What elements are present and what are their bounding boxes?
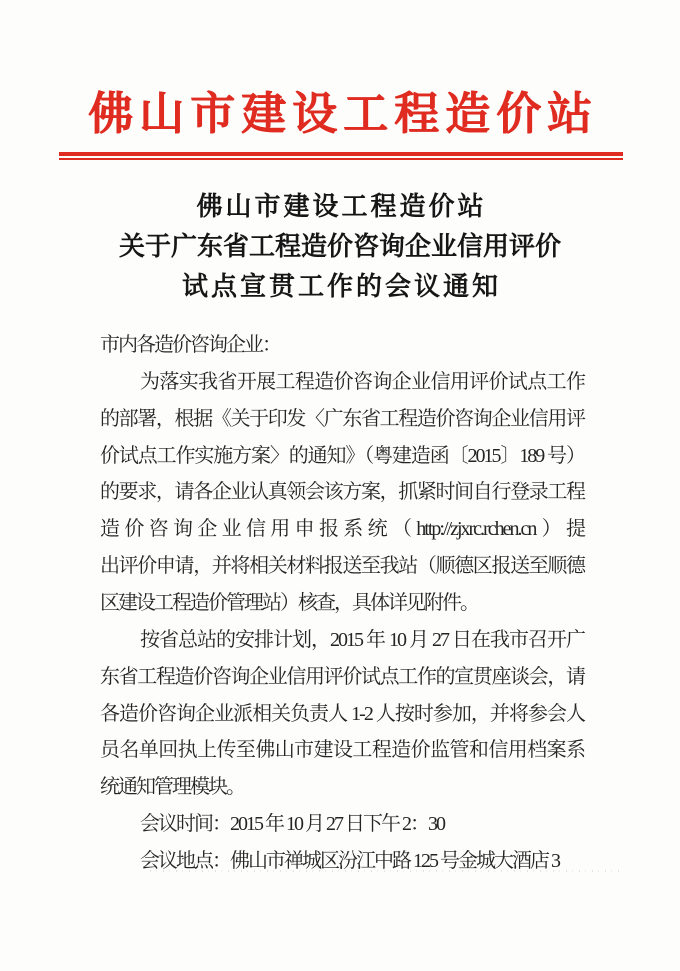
letterhead-rule-thick [59, 152, 623, 156]
body-line: 统通知管理模块。 [100, 776, 244, 799]
body-line: 东省工程造价咨询企业信用评价试点工作的宣贯座谈会，请 [100, 665, 584, 688]
doc-title-line-2: 关于广东省工程造价咨询企业信用评价 [118, 232, 561, 261]
letterhead-rule-thin [59, 158, 623, 160]
body-line: 员名单回执上传至佛山市建设工程造价监管和信用档案系 [100, 739, 584, 762]
doc-title-line-3: 试点宣贯工作的会议通知 [181, 272, 501, 301]
meeting-time-line: 会议时间：2015 年 10 月 27 日下午 2：30 [140, 813, 444, 836]
body-line: 按省总站的安排计划，2015 年 10 月 27 日在我市召开广 [140, 628, 584, 651]
body-line: 为落实我省开展工程造价咨询企业信用评价试点工作 [140, 370, 584, 393]
body-line: 造价咨询企业信用申报系统（http://zjxrc.rchen.cn）提 [100, 518, 584, 541]
body-line: 出评价申请，并将相关材料报送至我站（顺德区报送至顺德 [100, 555, 584, 578]
body-line: 区建设工程造价管理站）核查，具体详见附件。 [100, 592, 478, 615]
body-text [100, 327, 584, 880]
doc-title [0, 187, 680, 307]
meeting-location-line: 会议地点：佛山市禅城区汾江中路 125 号金城大酒店 3 [140, 850, 559, 873]
body-line: 各造价咨询企业派相关负责人 1-2 人按时参加，并将参会人 [100, 702, 584, 725]
salutation-line: 市内各造价咨询企业： [100, 334, 280, 356]
body-line: 的要求，请各企业认真领会该方案，抓紧时间自行登录工程 [100, 481, 584, 504]
doc-title-line-1: 佛山市建设工程造价站 [196, 192, 487, 221]
letterhead-title: 佛山市建设工程造价站 [87, 89, 598, 139]
body-line: 的部署，根据《关于印发〈广东省工程造价咨询企业信用评 [100, 407, 584, 430]
body-line: 价试点工作实施方案〉的通知》（粤建造函〔2015〕189 号） [100, 444, 584, 467]
scan-noise-artifact [150, 870, 620, 872]
